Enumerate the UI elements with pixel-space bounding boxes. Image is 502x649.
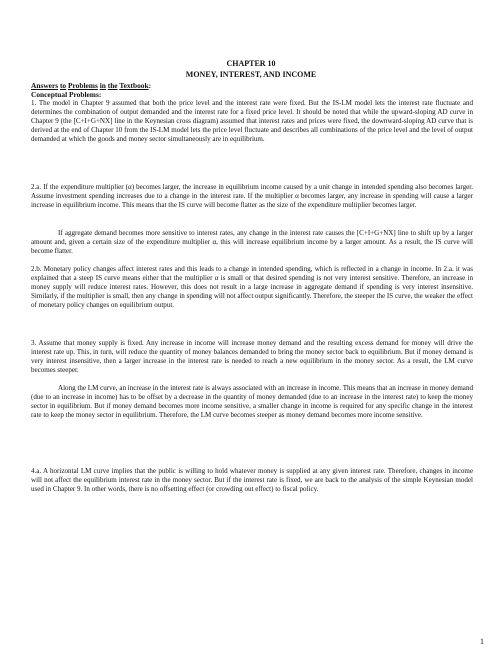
answer-2a-continued: If aggregate demand becomes more sensitive to interest rates, any change in the interest rate causes the [C+I+G+NX] line to shift up by a larger amount and, given a certain size of the expenditure multiplier α, this will increase equilibrium income by a larger amount. As a result, the IS curve will become flatter. (31, 229, 473, 256)
answer-3: 3. Assume that money supply is fixed. Any increase in income will increase money demand and the resulting excess demand for money will drive the interest rate up. This, in turn, will reduce the quantity of money balances demanded to bring the money sector back to equilibrium. But if money demand is very interest insensitive, then a larger increase in the interest rate is needed to reach a new equilibrium in the money sector. As a result, the LM curve becomes steeper. (31, 339, 473, 375)
answer-3-continued: Along the LM curve, an increase in the interest rate is always associated with an increase in income. This means that an increase in money demand (due to an increase in income) has to be offset by a decrease in the quantity of money demanded (due to an increase in the interest rate) to keep the money sector in equilibrium. But if money demand becomes more income sensitive, a smaller change in income is required for any specific change in the interest rate to keep the money sector in equilibrium. Therefore, the LM curve becomes steeper as money demand becomes more income sensitive. (31, 384, 473, 420)
page-number: 1 (480, 637, 484, 646)
answers-heading (31, 81, 151, 90)
textbook-word: Textbook (119, 81, 149, 90)
answer-2b: 2.b. Monetary policy changes affect interest rates and this leads to a change in intended spending, which is reflected in a change in income. In 2.a. it was explained that a steep IS curve means either that the multiplier α is small or that desired spending is not very interest sensitive. Therefore, an increase in money supply will reduce interest rates. However, this does not result in a large increase in aggregate demand if spending is very interest insensitive. Similarly, if the multiplier is small, then any change in spending will not affect output significantly. Therefore, the steeper the IS curve, the weaker the effect of monetary policy changes on equilibrium output. (31, 265, 473, 310)
heading-colon: : (148, 81, 152, 90)
in-word: in (99, 81, 106, 90)
chapter-label: CHAPTER 10 (226, 59, 276, 68)
the-word: the (107, 81, 118, 90)
answer-1: 1. The model in Chapter 9 assumed that both the price level and the interest rate were fixed. But the IS-LM model lets the interest rate fluctuate and determines the combination of output demanded and the interest rate for a fixed price level. It should be noted that while the upward-sloping AD curve in Chapter 9 (the [C+I+G+NX] line in the Keynesian cross diagram) assumed that interest rates and prices were fixed, the downward-sloping AD curve that is derived at the end of Chapter 10 from the IS-LM model lets the price level fluctuate and describes all combinations of the price level and the level of output demanded at which the goods and money sector simultaneously are in equilibrium. (31, 99, 473, 144)
answer-2a: 2.a. If the expenditure multiplier (α) becomes larger, the increase in equilibrium income caused by a unit change in intended spending also becomes larger. Assume investment spending increases due to a change in the interest rate. If the multiplier α becomes larger, any increase in spending will cause a larger increase in equilibrium income. This means that the IS curve will become flatter as the size of the expenditure multiplier becomes larger. (31, 183, 473, 210)
problems-word: Problems (68, 81, 98, 90)
chapter-title: MONEY, INTEREST, AND INCOME (185, 70, 317, 79)
conceptual-heading: Conceptual Problems: (31, 90, 102, 99)
answer-4a: 4.a. A horizontal LM curve implies that the public is willing to hold whatever money is supplied at any given interest rate. Therefore, changes in income will not affect the equilibrium interest rate in the money sector. But if the interest rate is fixed, we are back to the analysis of the simple Keynesian model used in Chapter 9. In other words, there is no offsetting effect (or crowding out effect) to fiscal policy. (31, 467, 473, 494)
to-word: to (59, 81, 67, 90)
answers-word: Answers (31, 81, 59, 90)
